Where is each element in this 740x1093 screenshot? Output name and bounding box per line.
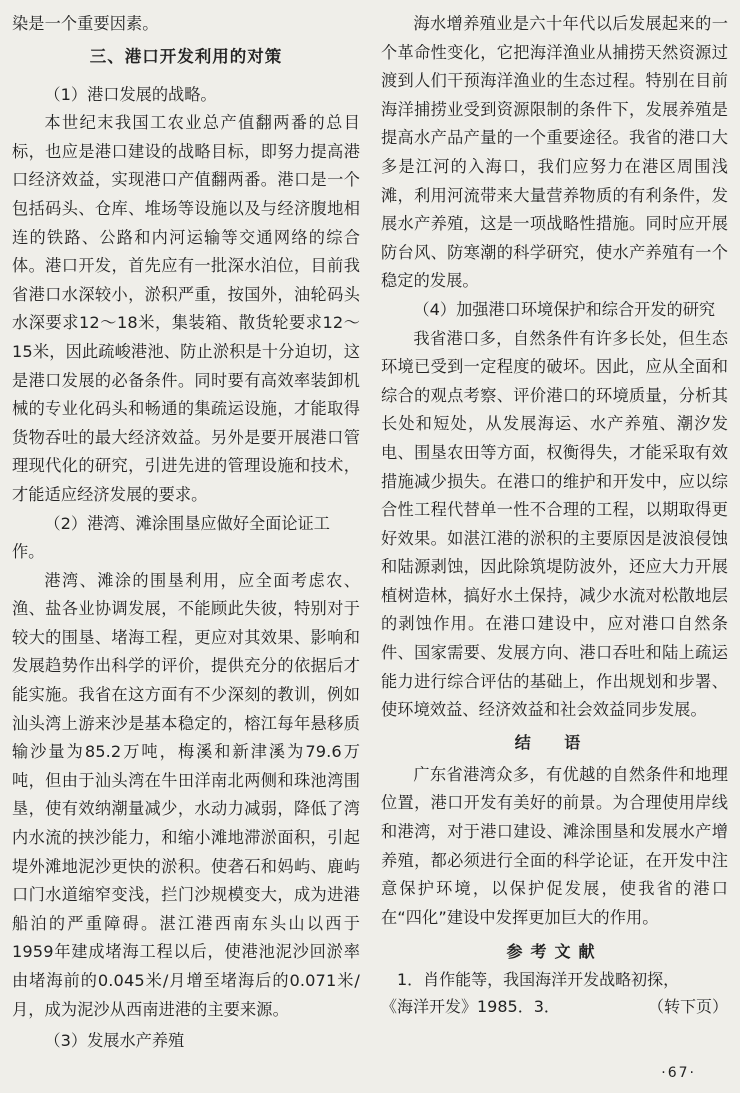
section-heading-port-development: 三、港口开发利用的对策: [89, 46, 283, 66]
continued-note: （转下页）: [647, 997, 728, 1017]
right-column: [381, 10, 728, 1020]
top-text-fragment: 染是一个重要因素。: [12, 14, 159, 33]
page-number: ·67·: [661, 1065, 696, 1081]
paragraph-environment: 我省港口多，自然条件有许多长处，但生态环境已受到一定程度的破坏。因此，应从全面和综合的观点考察、评价港口的环境质量，分析其长处和短处，从发展海运、水产养殖、潮汐发电、围垦农田等方面，权衡得失，才能采取有效措施减少损失。在港口的维护和开发中，应以综合性工程代替单一性不合理的工程，以期取得更好效果。如湛江港的淤积的主要原因是波浪侵蚀和陆源剥蚀，因此除筑堤防波外，还应大力开展植树造林，搞好水土保持，减少水流对松散地层的剥蚀作用。在港口建设中，应对港口自然条件、国家需要、发展方向、港口吞吐和陆上疏运能力进行综合评估的基础上，作出规划和步署、使环境效益、经济效益和社会效益同步发展。: [381, 328, 728, 720]
paragraph-aquaculture: 海水增养殖业是六十年代以后发展起来的一个革命性变化，它把海洋渔业从捕捞天然资源过渡到人们干预海洋渔业的生态过程。特别在目前海洋捕捞业受到资源限制的条件下，发展养殖是提高水产品产量的一个重要途径。我省的港口大多是江河的入海口，我们应努力在港区周围浅滩，利用河流带来大量营养物质的有利条件，发展水产养殖，这是一项战略性措施。同时应开展防台风、防寒潮的科学研究，使水产养殖有一个稳定的发展。: [381, 14, 728, 291]
left-column: [12, 10, 360, 1056]
reference-source-line: [381, 993, 728, 1020]
subsection-heading-environment: （4）加强港口环境保护和综合开发的研究: [413, 299, 716, 319]
subsection-heading-reclamation: （2）港湾、滩涂围垦应做好全面论证工作。: [12, 513, 330, 562]
paragraph-port-strategy: 本世纪末我国工农业总产值翻两番的总目标，也应是港口建设的战略目标，即努力提高港口经济效益，实现港口产值翻两番。港口是一个包括码头、仓库、堆场等设施以及与经济腹地相连的铁路、公路和内河运输等交通网络的综合体。港口开发，首先应有一批深水泊位，目前我省港口水深较小，淤积严重，按国外，油轮码头水深要求12～18米，集装箱、散货轮要求12～15米，因此疏峻港池、防止淤积是十分迫切，这是港口发展的必备条件。同时要有高效率装卸机械的专业化码头和畅通的集疏运设施，才能取得货物吞吐的最大经济效益。另外是要开展港口管理现代化的研究，引进先进的管理设施和技术，才能适应经济发展的要求。: [12, 113, 360, 504]
subsection-heading-port-strategy: （1）港口发展的战略。: [44, 84, 217, 104]
reference-item: 1．肖作能等，我国海洋开发战略初探，: [397, 970, 680, 990]
conclusion-heading: 结 语: [514, 732, 595, 752]
paragraph-reclamation: 港湾、滩涂的围垦利用，应全面考虑农、渔、盐各业协调发展，不能顾此失彼，特别对于较大的围垦、堵海工程，更应对其效果、影响和发展趋势作出科学的评价，提供充分的依据后才能实施。我省在这方面有不少深刻的教训，例如汕头湾上游来沙是基本稳定的，榕江每年悬移质输沙量为85.2万吨，梅溪和新津溪为79.6万吨，但由于汕头湾在牛田洋南北两侧和珠池湾围垦，使有效纳潮量减少，水动力减弱，降低了湾内水流的挟沙能力，和缩小滩地滞淤面积，引起堤外滩地泥沙更快的淤积。使砻石和妈屿、鹿屿口门水道缩窄变浅，拦门沙规模变大，成为进港船泊的严重障碍。湛江港西南东头山以西于1959年建成堵海工程以后，使港池泥沙回淤率由堵海前的0.045米/月增至堵海后的0.071米/月，成为泥沙从西南进港的主要来源。: [12, 570, 360, 1019]
reference-source: 《海洋开发》1985．3．: [381, 997, 560, 1017]
subsection-heading-aquaculture: （3）发展水产养殖: [44, 1031, 185, 1051]
paragraph-conclusion: 广东省港湾众多，有优越的自然条件和地理位置，港口开发有美好的前景。为合理使用岸线和港湾，对于港口建设、滩涂围垦和发展水产增养殖，都必须进行全面的科学论证，在开发中注意保护环境，以保护促发展，使我省的港口在“四化”建设中发挥更加巨大的作用。: [381, 764, 728, 927]
references-heading: 参考文献: [506, 942, 603, 962]
